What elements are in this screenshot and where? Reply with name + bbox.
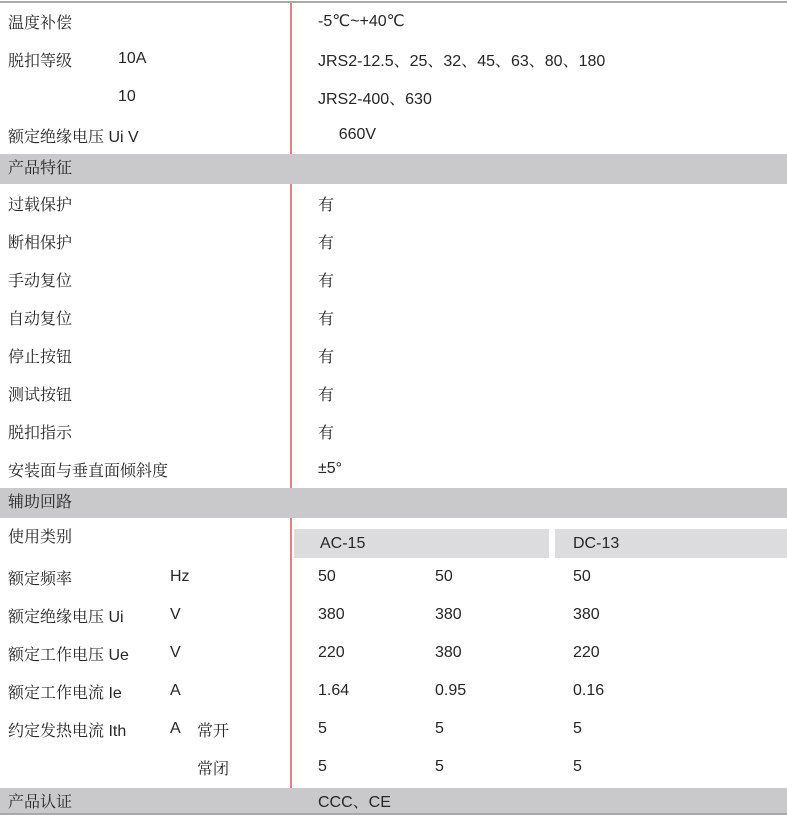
table-row [0, 184, 787, 222]
table-row [0, 634, 787, 672]
section-header-aux: 辅助回路 [0, 488, 787, 518]
row-value: 有 [318, 424, 335, 442]
row-unit: A [170, 682, 181, 699]
table-row [0, 116, 787, 154]
cell-value: 220 [573, 644, 600, 661]
row-value: 有 [318, 386, 335, 404]
row-sublabel: 常闭 [197, 760, 230, 778]
row-label: 产品认证 [8, 794, 73, 811]
bottom-border-line [0, 813, 787, 815]
row-value: 有 [318, 196, 335, 214]
row-label: 脱扣等级 [8, 52, 73, 70]
row-value: JRS2-400、630 [318, 90, 432, 108]
cell-value: 5 [435, 758, 444, 775]
cell-value: 5 [573, 758, 582, 775]
row-label: 过载保护 [8, 196, 73, 214]
row-label: 额定工作电压 Ue [8, 646, 129, 664]
table-row [0, 298, 787, 336]
row-label: 额定工作电流 Ie [8, 684, 122, 702]
row-unit: A [170, 720, 181, 737]
table-row [0, 558, 787, 596]
row-value: JRS2-12.5、25、32、45、63、80、180 [318, 52, 606, 70]
row-unit: V [170, 644, 181, 661]
row-label: 自动复位 [8, 310, 73, 328]
table-row [0, 2, 787, 40]
cell-value: 0.16 [573, 682, 605, 699]
row-value: ±5° [318, 460, 343, 477]
row-value: 有 [318, 272, 335, 290]
cell-value: 220 [318, 644, 345, 661]
row-label: 额定频率 [8, 570, 73, 588]
row-label: 安装面与垂直面倾斜度 [8, 462, 169, 480]
cell-value: 380 [435, 644, 462, 661]
row-value: 有 [318, 310, 335, 328]
table-row [0, 412, 787, 450]
row-label: 停止按钮 [8, 348, 73, 366]
row-label: 约定发热电流 Ith [8, 722, 127, 740]
cell-value: 5 [318, 720, 327, 737]
row-value: -5℃~+40℃ [318, 13, 405, 30]
row-unit: Hz [170, 568, 190, 585]
category-cell-ac15: AC-15 [294, 529, 549, 558]
table-row [0, 748, 787, 786]
cell-value: 1.64 [318, 682, 350, 699]
cell-value: 5 [435, 720, 444, 737]
cell-value: 5 [318, 758, 327, 775]
row-label: 温度补偿 [8, 14, 73, 32]
cell-value: 380 [318, 606, 345, 623]
category-cell-dc13: DC-13 [555, 529, 787, 558]
cell-value: 0.95 [435, 682, 467, 699]
row-label: 使用类别 [8, 529, 73, 546]
row-label: 额定绝缘电压 Ui V [8, 128, 139, 146]
cell-value: 380 [435, 606, 462, 623]
table-row [0, 222, 787, 260]
row-unit: V [170, 606, 181, 623]
section-header-certification [0, 788, 787, 813]
category-header-row [0, 518, 787, 558]
table-content [0, 2, 787, 813]
table-row [0, 450, 787, 488]
row-label: 手动复位 [8, 272, 73, 290]
table-row [0, 374, 787, 412]
cell-value: 50 [318, 568, 336, 585]
table-row [0, 672, 787, 710]
table-row [0, 336, 787, 374]
section-header-features: 产品特征 [0, 154, 787, 184]
row-value: CCC、CE [318, 794, 391, 811]
cell-value: 5 [573, 720, 582, 737]
row-value: 有 [318, 234, 335, 252]
table-row [0, 260, 787, 298]
table-row [0, 596, 787, 634]
row-value: 有 [318, 348, 335, 366]
table-row [0, 78, 787, 116]
row-label: 断相保护 [8, 234, 73, 252]
table-row [0, 710, 787, 748]
row-label: 脱扣指示 [8, 424, 73, 442]
table-row [0, 40, 787, 78]
cell-value: 50 [435, 568, 453, 585]
row-label: 测试按钮 [8, 386, 73, 404]
row-value: 660V [338, 126, 377, 143]
cell-value: 380 [573, 606, 600, 623]
row-sublabel: 10A [118, 50, 147, 67]
row-sublabel: 10 [118, 88, 136, 105]
row-sublabel: 常开 [197, 722, 230, 740]
row-label: 额定绝缘电压 Ui [8, 608, 124, 626]
cell-value: 50 [573, 568, 591, 585]
